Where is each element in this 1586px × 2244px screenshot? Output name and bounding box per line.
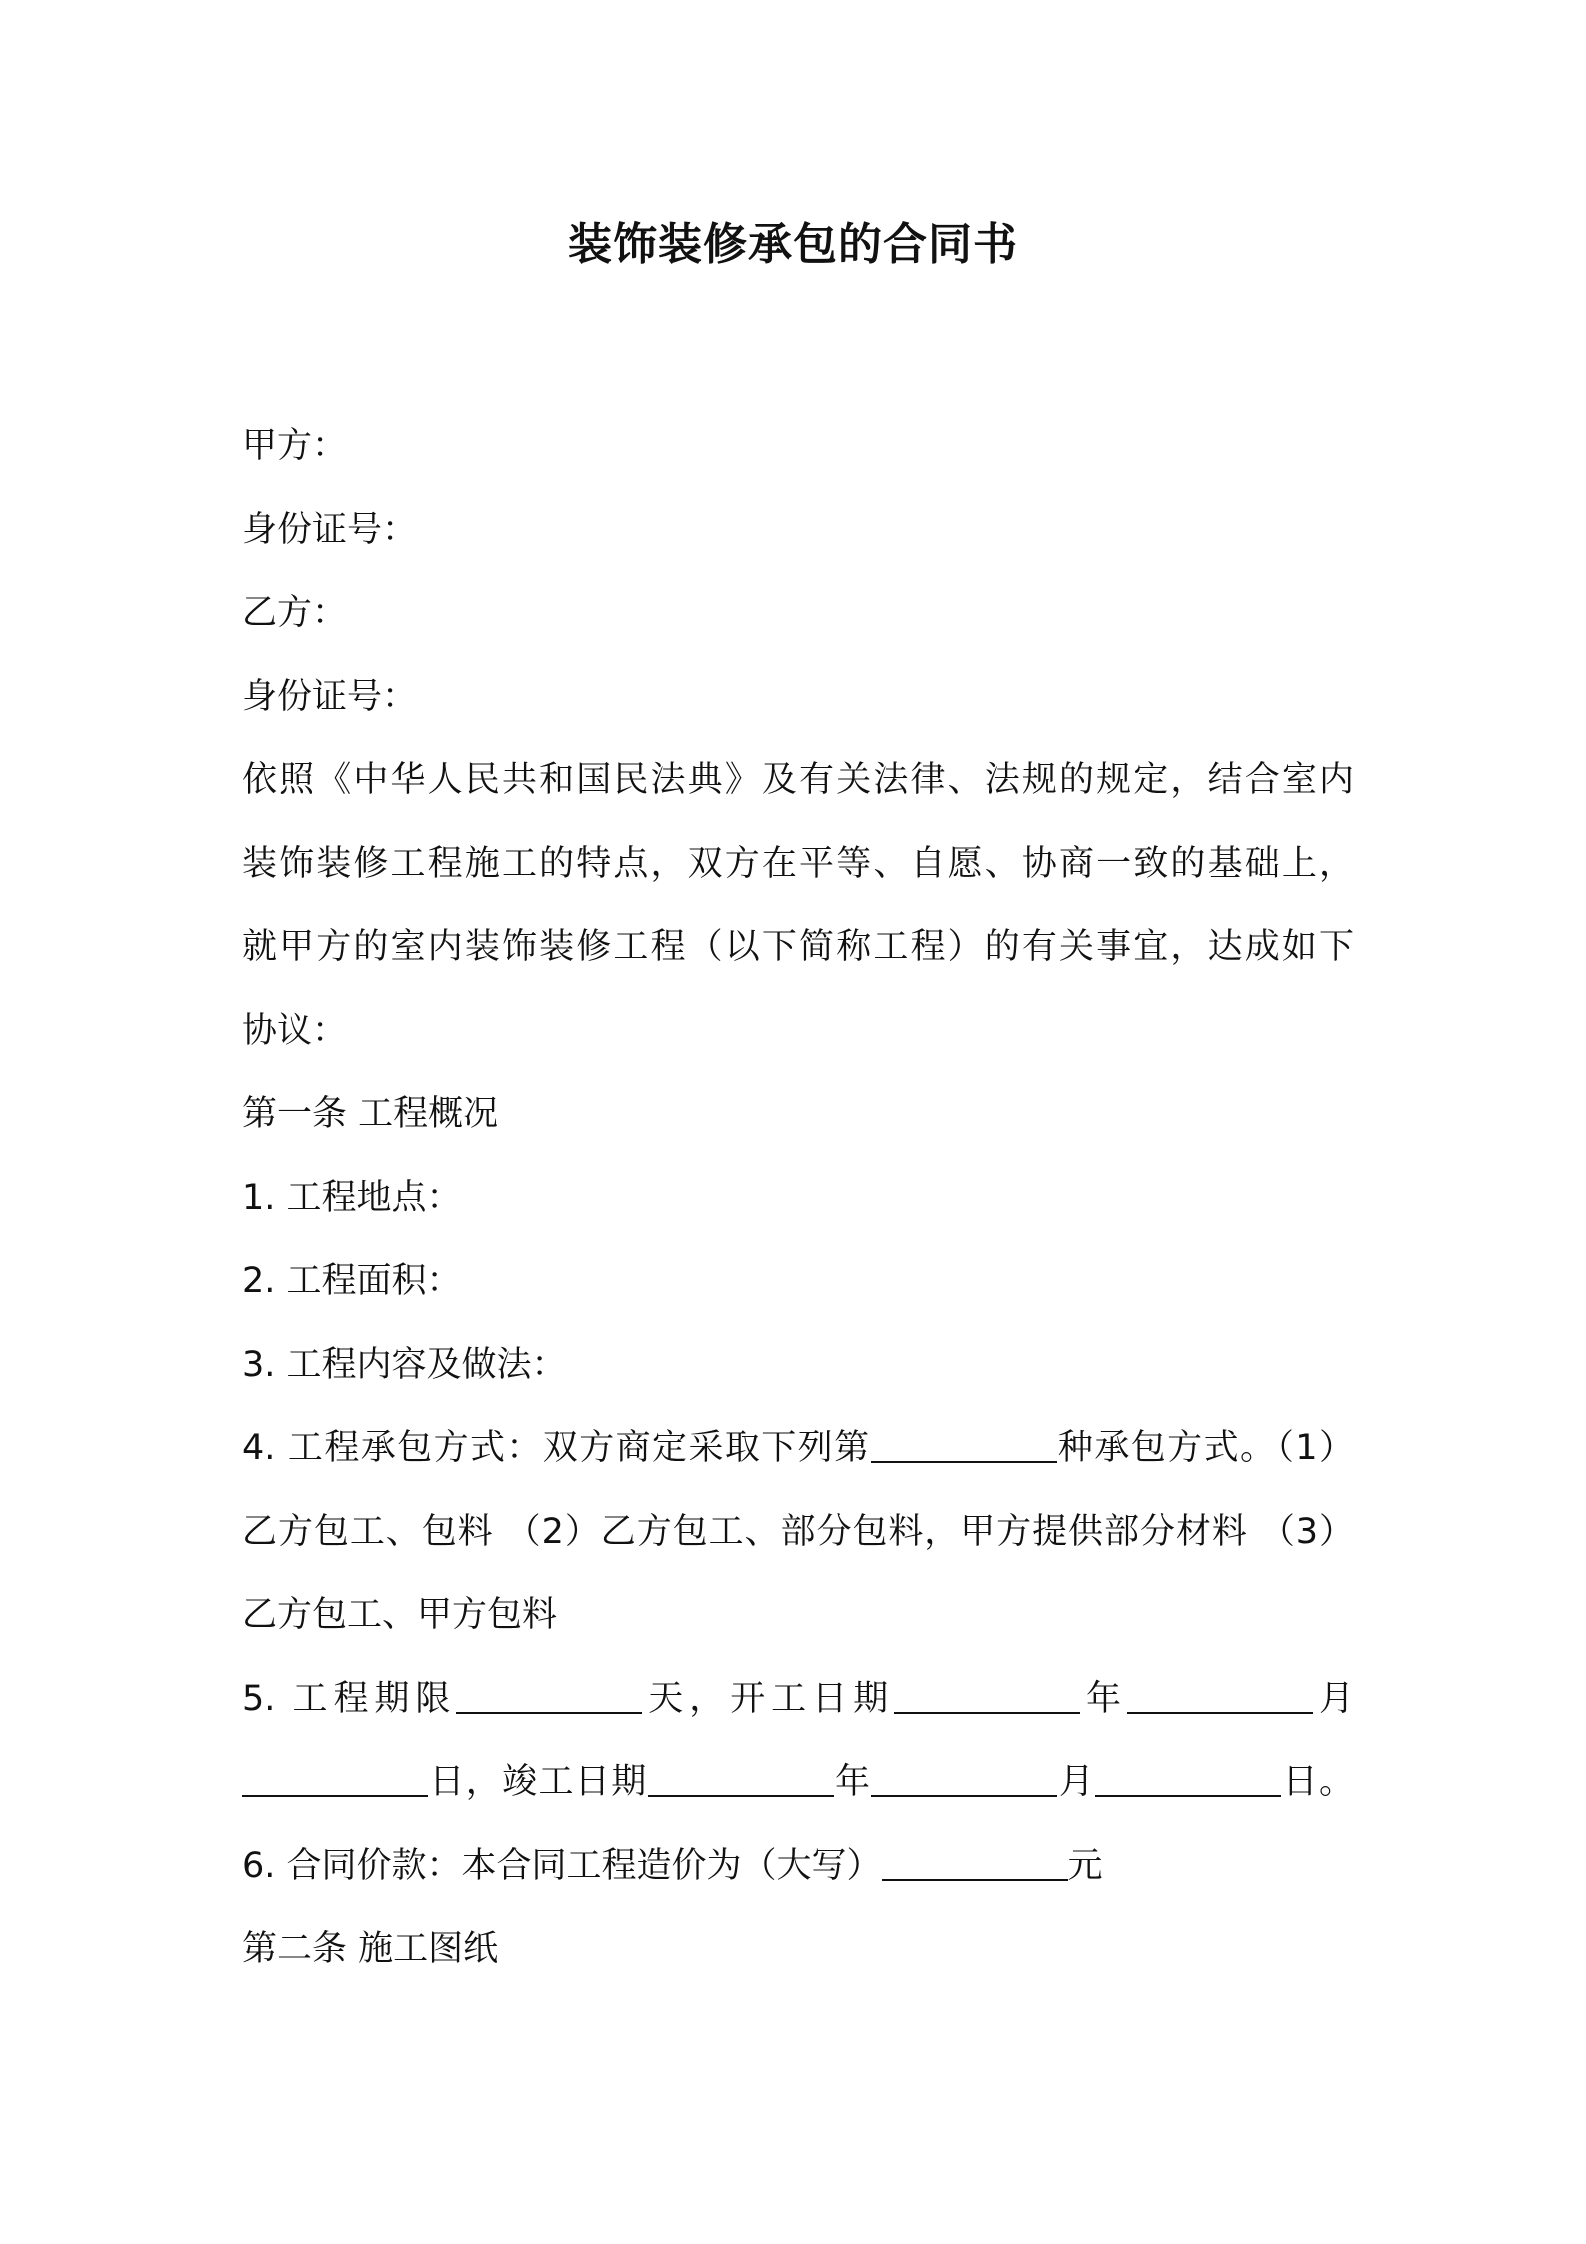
price-text: 6. 合同价款：本合同工程造价为（大写） [242, 1845, 882, 1886]
preamble-line: 依照《中华人民共和国民法典》及有关法律、法规的规定，结合室内 [242, 760, 1354, 800]
article-2-heading: 第二条 施工图纸 [242, 1929, 499, 1969]
article-1-item-location: 1. 工程地点： [242, 1177, 462, 1218]
party-a-id-label: 身份证号： [242, 509, 418, 550]
article-1-item-completion [242, 1741, 1354, 1825]
end-year-blank [648, 1765, 834, 1797]
end-day-blank [1095, 1765, 1281, 1797]
article-1-item-area: 2. 工程面积： [242, 1261, 462, 1301]
start-year-blank [894, 1682, 1080, 1714]
duration-days-blank [456, 1682, 642, 1714]
preamble-line: 协议： [242, 1010, 348, 1051]
party-a-label: 甲方： [242, 426, 348, 466]
contract-mode-text: 种承包方式。（1） [1056, 1428, 1354, 1468]
preamble-line: 装饰装修工程施工的特点，双方在平等、自愿、协商一致的基础上， [242, 843, 1354, 884]
article-1-item-duration [242, 1658, 1354, 1742]
contract-mode-text: 4. 工程承包方式：双方商定采取下列第 [242, 1428, 871, 1468]
article-1-item-contract-mode [242, 1407, 1354, 1491]
preamble-line: 就甲方的室内装饰装修工程（以下简称工程）的有关事宜，达成如下 [242, 927, 1354, 967]
duration-text: 年 [833, 1762, 872, 1802]
end-month-blank [871, 1765, 1057, 1797]
price-blank [882, 1849, 1068, 1881]
duration-text: 日，竣工日期 [428, 1762, 648, 1802]
duration-text: 月 [1057, 1762, 1096, 1802]
contract-mode-blank [871, 1431, 1057, 1463]
article-1-item-content: 3. 工程内容及做法： [242, 1344, 567, 1385]
duration-text: 天，开工日期 [642, 1678, 895, 1719]
price-text: 元 [1067, 1845, 1103, 1886]
duration-text: 月 [1313, 1678, 1354, 1719]
start-day-blank [242, 1765, 428, 1797]
party-b-label: 乙方： [242, 593, 348, 633]
party-b-id-label: 身份证号： [242, 676, 418, 717]
document-title: 装饰装修承包的合同书 [568, 219, 1018, 270]
start-month-blank [1127, 1682, 1313, 1714]
duration-text: 日。 [1281, 1762, 1354, 1802]
duration-text: 年 [1080, 1678, 1127, 1719]
contract-mode-options: 乙方包工、包料 （2）乙方包工、部分包料，甲方提供部分材料 （3） [242, 1511, 1354, 1552]
duration-text: 5. 工程期限 [242, 1678, 457, 1719]
article-1-heading: 第一条 工程概况 [242, 1094, 499, 1134]
document-body [242, 405, 1354, 1992]
article-1-item-price [242, 1825, 1354, 1909]
contract-mode-options: 乙方包工、甲方包料 [242, 1595, 558, 1635]
